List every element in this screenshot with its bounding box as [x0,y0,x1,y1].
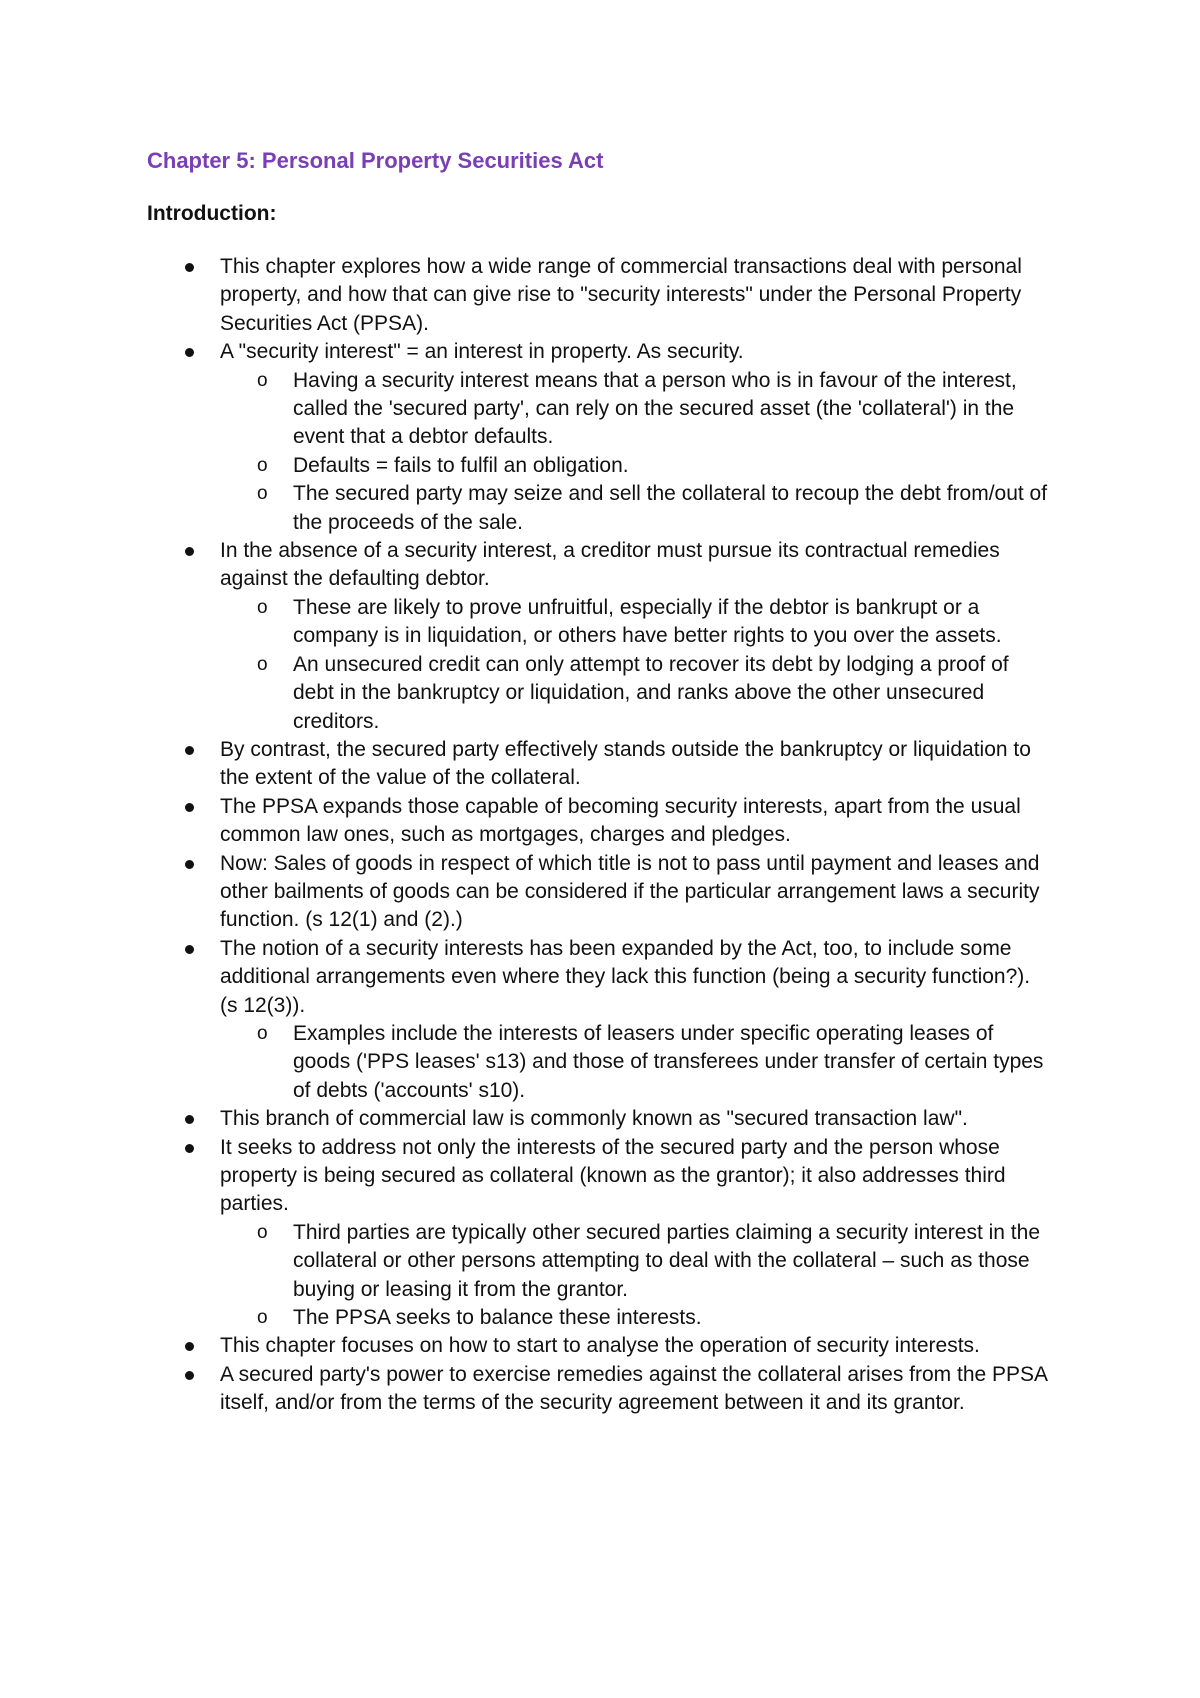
bullet-dot-icon [185,1342,194,1351]
bullet-item [147,793,1050,850]
sub-bullet-text: An unsecured credit can only attempt to recover its debt by lodging a proof of debt in the bankruptcy or liquidation, and ranks above the other unsecured creditors. [293,652,1009,733]
bullet-item [147,253,1050,338]
sub-bullet-marker-icon: o [257,1307,268,1329]
sub-bullet-marker-icon: o [257,653,268,675]
bullet-text: This chapter explores how a wide range of commercial transactions deal with personal property, and how that can give rise to "security interests" under the Personal Property Securities Act (PPSA). [220,255,1022,335]
bullet-item [147,1105,1050,1133]
bullet-item [147,338,1050,537]
sub-bullet-list [220,1020,1050,1105]
section-heading-introduction: Introduction: [147,202,277,225]
sub-bullet-list [220,367,1050,537]
sub-bullet-item [220,1304,1050,1332]
bullet-item [147,1332,1050,1360]
bullet-dot-icon [185,1144,194,1153]
bullet-text: The PPSA expands those capable of becoming security interests, apart from the usual common law ones, such as mortgages, charges and pledges. [220,794,1021,847]
sub-bullet-item [220,594,1050,651]
sub-bullet-marker-icon: o [257,454,268,476]
chapter-title: Chapter 5: Personal Property Securities Act [147,148,604,173]
bullet-dot-icon [185,1115,194,1124]
bullet-text: It seeks to address not only the interests of the secured party and the person whose property is being secured as collateral (known as the grantor); it also addresses third parties. [220,1135,1006,1216]
bullet-text: The notion of a security interests has been expanded by the Act, too, to include some additional arrangements even where they lack this function (being a security function?). (s 12(3)). [220,936,1031,1017]
bullet-item [147,935,1050,1105]
sub-bullet-text: The PPSA seeks to balance these interests. [293,1306,702,1330]
bullet-text: A "security interest" = an interest in property. As security. [220,340,744,364]
bullet-dot-icon [185,263,194,272]
bullet-item [147,736,1050,793]
sub-bullet-item [220,1020,1050,1105]
sub-bullet-text: Defaults = fails to fulfil an obligation. [293,453,629,477]
bullet-item [147,1134,1050,1333]
bullet-text: A secured party's power to exercise remedies against the collateral arises from the PPSA itself, and/or from the terms of the security agreement between it and its grantor. [220,1362,1047,1415]
sub-bullet-item [220,1219,1050,1304]
sub-bullet-marker-icon: o [257,596,268,618]
bullet-dot-icon [185,547,194,556]
bullet-text: In the absence of a security interest, a creditor must pursue its contractual remedies against the defaulting debtor. [220,539,1000,591]
bullet-text: This chapter focuses on how to start to analyse the operation of security interests. [220,1334,980,1358]
sub-bullet-list [220,594,1050,736]
sub-bullet-item [220,452,1050,480]
sub-bullet-text: Examples include the interests of leasers under specific operating leases of goods ('PPS leases' s13) and those of transferees under transfer of certain types of debts ('accounts' s10). [293,1021,1044,1102]
bullet-dot-icon [185,803,194,812]
sub-bullet-marker-icon: o [257,1022,268,1044]
sub-bullet-text: Third parties are typically other secured parties claiming a security interest in the collateral or other persons attempting to deal with the collateral – such as those buying or leasing it from the grantor. [293,1220,1040,1301]
bullet-text: By contrast, the secured party effectively stands outside the bankruptcy or liquidation to the extent of the value of the collateral. [220,737,1031,790]
sub-bullet-text: These are likely to prove unfruitful, especially if the debtor is bankrupt or a company is in liquidation, or others have better rights to you over the assets. [293,595,1002,648]
bullet-list [147,253,1050,1418]
bullet-dot-icon [185,945,194,954]
sub-bullet-marker-icon: o [257,369,268,391]
sub-bullet-marker-icon: o [257,1221,268,1243]
bullet-dot-icon [185,860,194,869]
bullet-dot-icon [185,348,194,357]
sub-bullet-item [220,480,1050,537]
bullet-item [147,850,1050,935]
sub-bullet-item [220,651,1050,736]
sub-bullet-list [220,1219,1050,1333]
sub-bullet-text: Having a security interest means that a person who is in favour of the interest, called the 'secured party', can rely on the secured asset (the 'collateral') in the event that a debtor defaults. [293,368,1017,449]
sub-bullet-marker-icon: o [257,483,268,505]
bullet-text: This branch of commercial law is commonly known as "secured transaction law". [220,1107,968,1131]
bullet-dot-icon [185,1371,194,1380]
bullet-dot-icon [185,746,194,755]
bullet-text: Now: Sales of goods in respect of which title is not to pass until payment and leases and other bailments of goods can be considered if the particular arrangement laws a security function. (s 12(1) and (2).) [220,851,1040,932]
bullet-item [147,537,1050,736]
bullet-item [147,1361,1050,1418]
sub-bullet-text: The secured party may seize and sell the collateral to recoup the debt from/out of the proceeds of the sale. [293,482,1048,534]
sub-bullet-item [220,367,1050,452]
